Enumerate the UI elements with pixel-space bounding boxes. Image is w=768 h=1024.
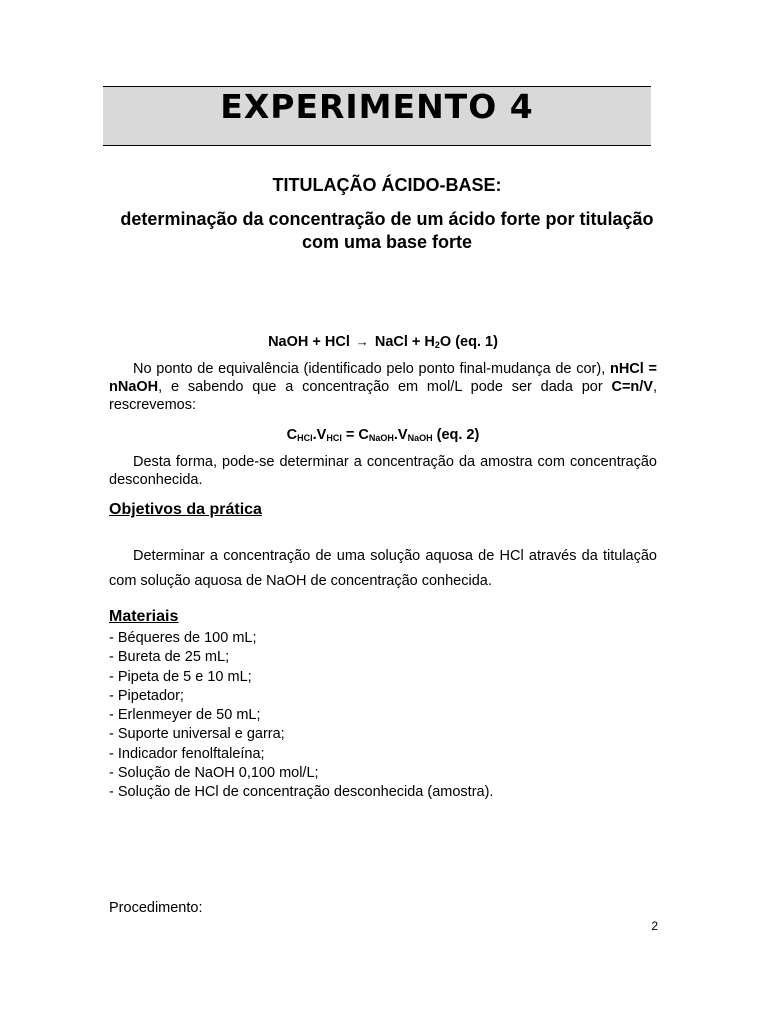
equation-1-reactants: NaOH + HCl: [268, 334, 350, 350]
equation-1-suffix: O (eq. 1): [439, 334, 498, 350]
equivalence-paragraph: [109, 360, 657, 414]
equation-1-products: NaCl + H: [374, 334, 435, 350]
conclusion-paragraph: [109, 453, 657, 489]
list-item: - Béqueres de 100 mL;: [109, 630, 257, 646]
document-subtitle: TITULAÇÃO ÁCIDO-BASE:: [272, 175, 502, 195]
equation-2-term: C: [286, 427, 298, 443]
equation-2-subscript: NaOH: [407, 433, 433, 443]
reaction-arrow-icon: →: [355, 334, 369, 349]
equation-2-term: .V: [393, 427, 408, 443]
list-item: - Pipetador;: [109, 687, 184, 704]
objectives-paragraph: [109, 544, 657, 594]
equivalence-text-end: , rescrevemos:: [109, 379, 657, 413]
equation-1: [109, 332, 657, 352]
concentration-formula: C=n/V: [611, 379, 653, 395]
list-item: - Bureta de 25 mL;: [109, 649, 230, 666]
list-item: - Solução de NaOH 0,100 mol/L;: [109, 765, 319, 782]
objectives-heading: Objetivos da prática: [109, 501, 262, 518]
conclusion-text: Desta forma, pode-se determinar a concentração da amostra com concentração desconhecida.: [109, 454, 657, 488]
equation-2-subscript: HCl: [326, 433, 342, 443]
list-item: - Suporte universal e garra;: [109, 726, 285, 743]
materials-list: [109, 629, 657, 803]
equivalence-text-middle: , e sabendo que a concentração em mol/L pode ser dada por: [158, 379, 612, 395]
page-number: 2: [651, 919, 658, 933]
equation-2: [109, 425, 657, 445]
equation-2-term: = C: [341, 427, 369, 443]
experiment-header-band: [103, 86, 651, 146]
list-item: - Indicador fenolftaleína;: [109, 745, 265, 762]
equation-2-label: (eq. 2): [432, 427, 480, 443]
list-item: - Pipeta de 5 e 10 mL;: [109, 668, 252, 685]
list-item: - Solução de HCl de concentração desconhecida (amostra).: [109, 784, 494, 801]
procedure-label: Procedimento:: [109, 900, 203, 916]
experiment-title: EXPERIMENTO 4: [220, 87, 534, 126]
mole-relation: nHCl = nNaOH: [109, 361, 657, 395]
equivalence-text-start: No ponto de equivalência (identificado pelo ponto final-mudança de cor),: [133, 361, 610, 377]
document-subheading: determinação da concentração de um ácido forte por titulação com uma base forte: [120, 209, 654, 252]
equation-1-subscript: 2: [434, 340, 440, 350]
list-item: - Erlenmeyer de 50 mL;: [109, 707, 261, 724]
equation-2-subscript: HCl: [297, 433, 313, 443]
equation-2-subscript: NaOH: [368, 433, 394, 443]
objectives-text: Determinar a concentração de uma solução aquosa de HCl através da titulação com solução aquosa de NaOH de concentração conhecida.: [109, 548, 657, 589]
materials-heading: Materiais: [109, 608, 179, 625]
equation-2-term: .V: [312, 427, 327, 443]
